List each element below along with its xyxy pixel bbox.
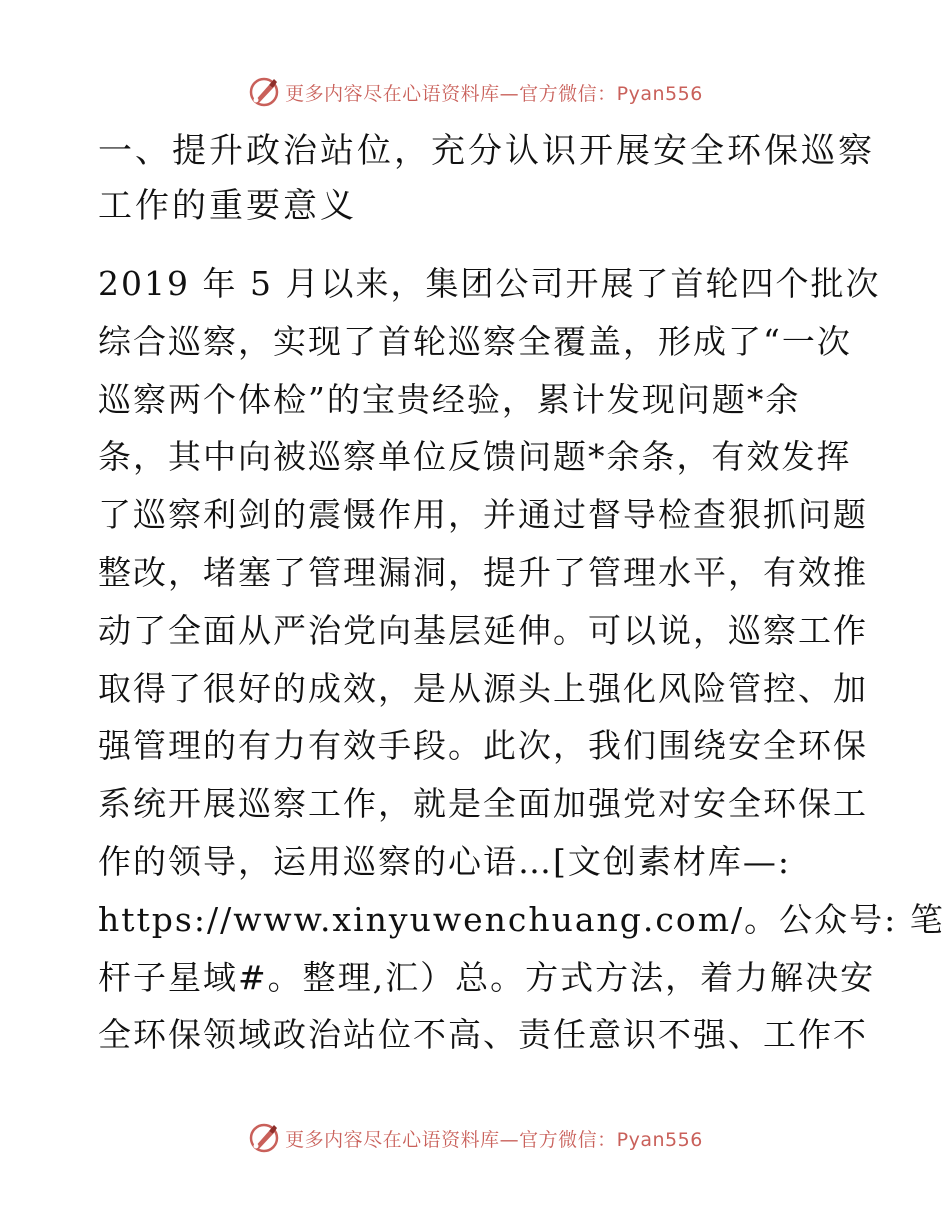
paragraph-line: 巡察两个体检”的宝贵经验，累计发现问题*余	[98, 379, 801, 419]
paragraph-line: 作的领导，运用巡察的心语…[文创素材库—:	[98, 841, 791, 881]
paragraph-line: 全环保领域政治站位不高、责任意识不强、工作不	[98, 1015, 868, 1055]
heading-line: 工作的重要意义	[98, 186, 357, 226]
paragraph-line: 动了全面从严治党向基层延伸。可以说，巡察工作	[98, 610, 868, 650]
paragraph-line-url: https://www.xinyuwenchuang.com/。公众号: 笔	[98, 899, 945, 939]
pen-logo-icon	[247, 75, 281, 109]
pen-logo-icon	[247, 1121, 281, 1155]
paragraph-line: 了巡察利剑的震慑作用，并通过督导检查狠抓问题	[98, 495, 868, 535]
body-paragraph	[98, 255, 945, 1064]
footer-banner	[0, 1118, 950, 1158]
header-banner-text: 更多内容尽在心语资料库—官方微信：Pyan556	[285, 82, 703, 105]
section-heading	[98, 124, 875, 234]
paragraph-line: 2019 年 5 月以来，集团公司开展了首轮四个批次	[98, 264, 881, 303]
header-banner	[0, 72, 950, 112]
paragraph-line: 杆子星域#。整理,汇）总。方式方法，着力解决安	[98, 957, 876, 997]
paragraph-line: 综合巡察，实现了首轮巡察全覆盖，形成了“一次	[98, 321, 852, 361]
footer-banner-text: 更多内容尽在心语资料库—官方微信：Pyan556	[285, 1128, 703, 1151]
paragraph-line: 整改，堵塞了管理漏洞，提升了管理水平，有效推	[98, 552, 868, 592]
paragraph-line: 强管理的有力有效手段。此次，我们围绕安全环保	[98, 726, 868, 766]
heading-line: 一、提升政治站位，充分认识开展安全环保巡察	[98, 131, 875, 171]
paragraph-line: 取得了很好的成效，是从源头上强化风险管控、加	[98, 668, 868, 708]
paragraph-line: 条，其中向被巡察单位反馈问题*余条，有效发挥	[98, 437, 852, 477]
paragraph-line: 系统开展巡察工作，就是全面加强党对安全环保工	[98, 784, 868, 824]
